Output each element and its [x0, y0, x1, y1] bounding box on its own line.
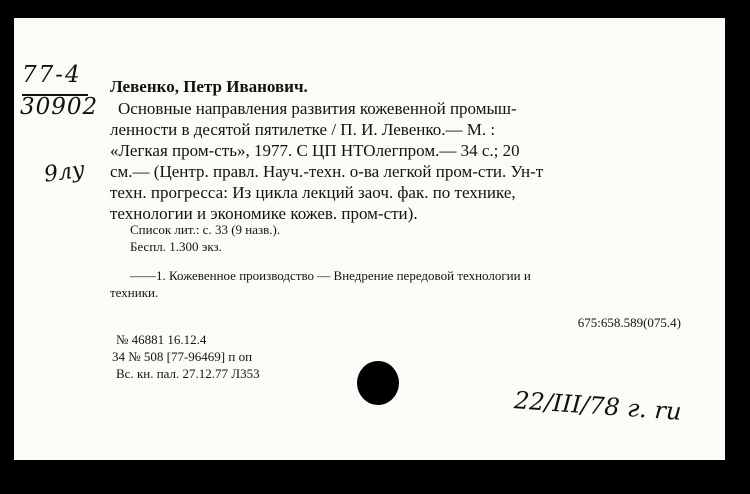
- description-line: техн. прогресса: Из цикла лекций заоч. фак. по технике,: [110, 183, 516, 202]
- registry-line: Вс. кн. пал. 27.12.77 Л353: [116, 366, 260, 381]
- call-number-top: 77-4: [22, 62, 82, 88]
- description-line: технологии и экономике кожев. пром-сти).: [110, 204, 418, 223]
- print-run: Беспл. 1.300 экз.: [130, 239, 222, 254]
- registry-line: № 46881 16.12.4: [116, 332, 207, 347]
- description-line: Основные направления развития кожевенной промыш-: [118, 99, 517, 118]
- description-line: ленности в десятой пятилетке / П. И. Левенко.— М. :: [110, 120, 496, 139]
- handwritten-signature-date: 22/III/78 г. ru: [513, 386, 683, 426]
- udc-classification: 675:658.589(075.4): [577, 315, 681, 330]
- author-heading: Левенко, Петр Иванович.: [110, 77, 308, 96]
- subject-heading: ——1. Кожевенное производство — Внедрение передовой технологии и: [130, 268, 531, 283]
- registry-line: 34 № 508 [77-96469] п оп: [112, 349, 253, 364]
- marginal-handwritten-mark: 9лу: [42, 157, 87, 188]
- description-line: «Легкая пром-сть», 1977. С ЦП НТОлегпром.— 34 с.; 20: [110, 141, 520, 160]
- catalog-card: [14, 18, 725, 460]
- subject-heading-continued: техники.: [110, 285, 159, 300]
- description-line: см.— (Центр. правл. Науч.-техн. о-ва легкой пром-сти. Ун-т: [110, 162, 544, 181]
- bibliography-note: Список лит.: с. 33 (9 назв.).: [130, 222, 281, 237]
- punch-hole: [357, 361, 399, 405]
- call-number-bottom: 30902: [20, 94, 99, 120]
